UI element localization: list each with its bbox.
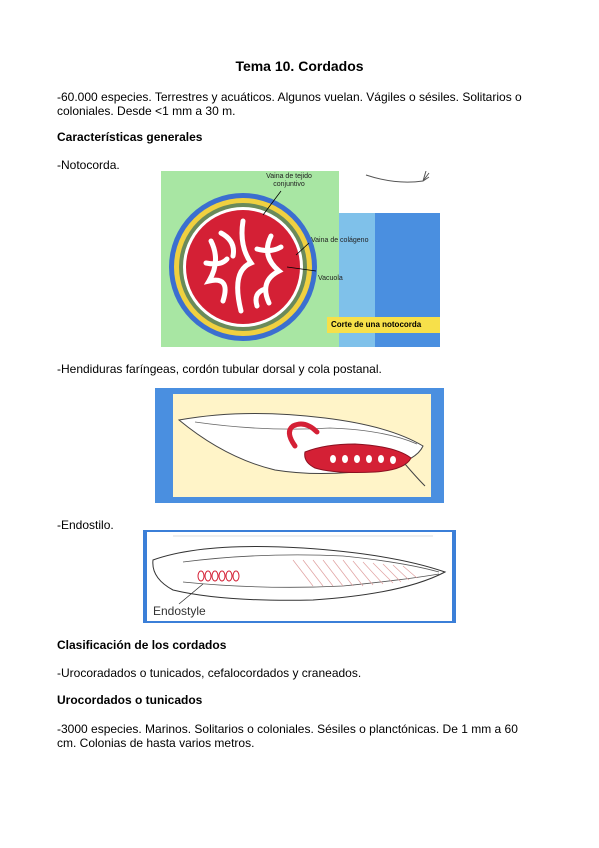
notochord-figure xyxy=(161,171,440,347)
heading-clasificacion: Clasificación de los cordados xyxy=(57,638,227,652)
item-hendiduras: -Hendiduras faríngeas, cordón tubular dorsal y cola postanal. xyxy=(57,362,382,376)
heading-caracteristicas: Características generales xyxy=(57,130,203,144)
label-vaina-colageno: Vaina de colágeno xyxy=(311,237,369,244)
item-endostilo: -Endostilo. xyxy=(57,518,114,532)
notochord-caption: Corte de una notocorda xyxy=(331,320,422,329)
label-vacuola: Vacuola xyxy=(318,275,343,282)
item-notocorda: -Notocorda. xyxy=(57,158,120,172)
label-vaina-tejido: Vaina de tejido conjuntivo xyxy=(266,173,312,188)
pharyngeal-figure xyxy=(155,388,444,503)
clasificacion-text: -Urocoradados o tunicados, cefalocordados y craneados. xyxy=(57,666,362,680)
label-endostyle: Endostyle xyxy=(153,604,206,618)
intro-paragraph: -60.000 especies. Terrestres y acuáticos. Algunos vuelan. Vágiles o sésiles. Solitarios o coloniales. Desde <1 mm a 30 m. xyxy=(57,90,522,118)
page-title: Tema 10. Cordados xyxy=(235,58,364,74)
endostyle-figure xyxy=(143,530,456,623)
urocordados-text: -3000 especies. Marinos. Solitarios o coloniales. Sésiles o planctónicas. De 1 mm a 60 cm. Colonias de hasta varios metros. xyxy=(57,722,518,750)
heading-urocordados: Urocordados o tunicados xyxy=(57,693,203,707)
